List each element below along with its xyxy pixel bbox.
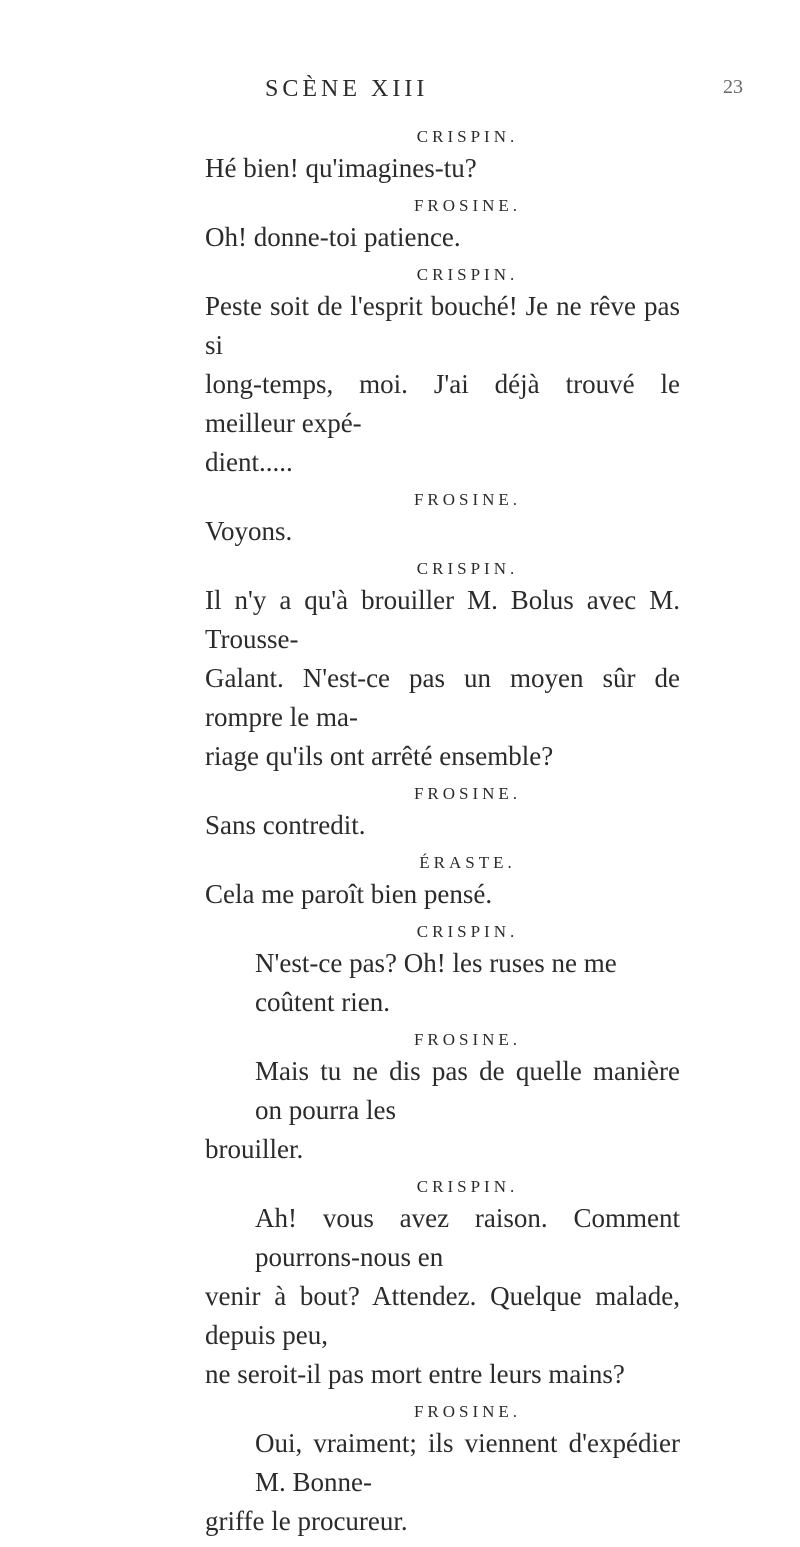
speaker-name: FROSINE. (413, 196, 522, 215)
speaker-name: ÉRASTE. (419, 853, 516, 872)
speech-line: griffe le procureur. (205, 1506, 408, 1536)
dialogue-text (205, 125, 680, 1547)
speech-line: long-temps, moi. J'ai déjà trouvé le meilleur expé- (205, 369, 680, 438)
speech-block (205, 851, 680, 914)
speech-block (205, 263, 680, 482)
speech-block (205, 488, 680, 551)
page-header (0, 76, 800, 112)
speech-line: ne seroit-il pas mort entre leurs mains? (205, 1359, 625, 1389)
speaker-name: CRISPIN. (416, 559, 519, 578)
speech-line: riage qu'ils ont arrêté ensemble? (205, 741, 554, 771)
speech-line: dient..... (205, 447, 293, 477)
speech-line: Oh! donne-toi patience. (205, 222, 461, 252)
speech-line: N'est-ce pas? Oh! les ruses ne me coûtent rien. (255, 948, 617, 1017)
speech-block (205, 125, 680, 188)
speaker-name: FROSINE. (413, 1402, 522, 1421)
speech-line: Hé bien! qu'imagines-tu? (205, 153, 477, 183)
speech-line: Il n'y a qu'à brouiller M. Bolus avec M. Trousse- (205, 585, 680, 654)
speaker-name: CRISPIN. (416, 922, 519, 941)
speech-line: Mais tu ne dis pas de quelle manière on pourra les (255, 1056, 680, 1125)
speech-line: Ah! vous avez raison. Comment pourrons-nous en (255, 1203, 680, 1272)
speech-line: brouiller. (205, 1134, 304, 1164)
speech-line: Galant. N'est-ce pas un moyen sûr de rompre le ma- (205, 663, 680, 732)
speech-block (205, 782, 680, 845)
speech-block (205, 1400, 680, 1541)
speech-line: Cela me paroît bien pensé. (205, 879, 493, 909)
speaker-name: CRISPIN. (416, 1177, 519, 1196)
speech-line: Voyons. (205, 516, 293, 546)
speaker-name: CRISPIN. (416, 127, 519, 146)
page-number: 23 (723, 76, 743, 98)
speech-block (205, 1175, 680, 1394)
speaker-name: FROSINE. (413, 1030, 522, 1049)
speech-block (205, 557, 680, 776)
speech-line: Peste soit de l'esprit bouché! Je ne rêve pas si (205, 291, 680, 360)
speech-block (205, 194, 680, 257)
running-head: SCÈNE XIII (265, 76, 429, 102)
speech-line: Sans contredit. (205, 810, 366, 840)
speaker-name: FROSINE. (413, 490, 522, 509)
speech-line: venir à bout? Attendez. Quelque malade, depuis peu, (205, 1281, 680, 1350)
speaker-name: FROSINE. (413, 784, 522, 803)
speaker-name: CRISPIN. (416, 265, 519, 284)
speech-line: Oui, vraiment; ils viennent d'expédier M. Bonne- (255, 1428, 680, 1497)
speech-block (205, 920, 680, 1022)
speech-block (205, 1028, 680, 1169)
